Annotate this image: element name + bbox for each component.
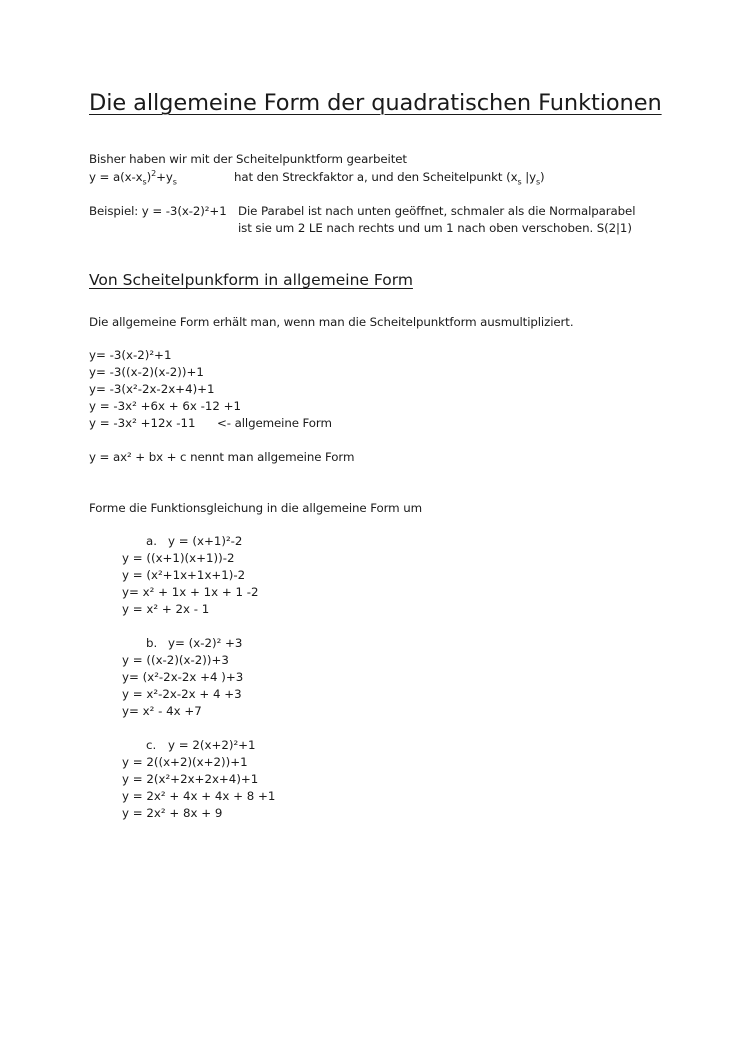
exercise-step: y = ((x+1)(x+1))-2 bbox=[122, 551, 235, 565]
vertex-form-formula: $y = a(x-x_s)^2+y_s$ bbox=[89, 169, 177, 187]
general-form-statement: y = ax² + bx + c nennt man allgemeine Form bbox=[89, 450, 355, 464]
exercise-label: a. bbox=[146, 534, 157, 548]
exercise-task: y = (x+1)²-2 bbox=[168, 534, 243, 548]
exercise-step: y = x² + 2x - 1 bbox=[122, 602, 210, 616]
derivation-note: <- allgemeine Form bbox=[217, 416, 332, 430]
derivation-step: y= -3(x-2)²+1 bbox=[89, 348, 172, 362]
exercise-label: c. bbox=[146, 738, 157, 752]
example-description-line-1: Die Parabel ist nach unten geöffnet, schmaler als die Normalparabel bbox=[238, 204, 636, 218]
exercise-step: y= (x²-2x-2x +4 )+3 bbox=[122, 670, 244, 684]
exercise-task: y= (x-2)² +3 bbox=[168, 636, 243, 650]
exercise-step: y = ((x-2)(x-2))+3 bbox=[122, 653, 229, 667]
exercise-step: y = 2(x²+2x+2x+4)+1 bbox=[122, 772, 259, 786]
example-label: Beispiel: y = -3(x-2)²+1 bbox=[89, 204, 227, 218]
exercise-step: y = 2x² + 4x + 4x + 8 +1 bbox=[122, 789, 276, 803]
section-heading: Von Scheitelpunkform in allgemeine Form bbox=[89, 271, 413, 289]
derivation-step: y = -3x² +6x + 6x -12 +1 bbox=[89, 399, 241, 413]
vertex-form-description: hat den Streckfaktor a, und den Scheitelpunkt ($x_s$ $|y_s$) bbox=[234, 170, 545, 187]
exercise-step: y = (x²+1x+1x+1)-2 bbox=[122, 568, 246, 582]
exercise-prompt: Forme die Funktionsgleichung in die allgemeine Form um bbox=[89, 501, 422, 515]
exercise-task: y = 2(x+2)²+1 bbox=[168, 738, 256, 752]
exercise-step: y= x² - 4x +7 bbox=[122, 704, 202, 718]
exercise-step: y = x²-2x-2x + 4 +3 bbox=[122, 687, 242, 701]
exercise-step: y = 2((x+2)(x+2))+1 bbox=[122, 755, 248, 769]
section-intro: Die allgemeine Form erhält man, wenn man die Scheitelpunktform ausmultipliziert. bbox=[89, 315, 574, 329]
exercise-label: b. bbox=[146, 636, 158, 650]
intro-line: Bisher haben wir mit der Scheitelpunktform gearbeitet bbox=[89, 152, 407, 166]
example-description-line-2: ist sie um 2 LE nach rechts und um 1 nach oben verschoben. S(2|1) bbox=[238, 221, 632, 235]
derivation-step: y= -3(x²-2x-2x+4)+1 bbox=[89, 382, 215, 396]
page-title: Die allgemeine Form der quadratischen Funktionen bbox=[89, 90, 662, 116]
exercise-step: y = 2x² + 8x + 9 bbox=[122, 806, 223, 820]
derivation-step: y= -3((x-2)(x-2))+1 bbox=[89, 365, 204, 379]
derivation-step: y = -3x² +12x -11 bbox=[89, 416, 196, 430]
exercise-step: y= x² + 1x + 1x + 1 -2 bbox=[122, 585, 259, 599]
